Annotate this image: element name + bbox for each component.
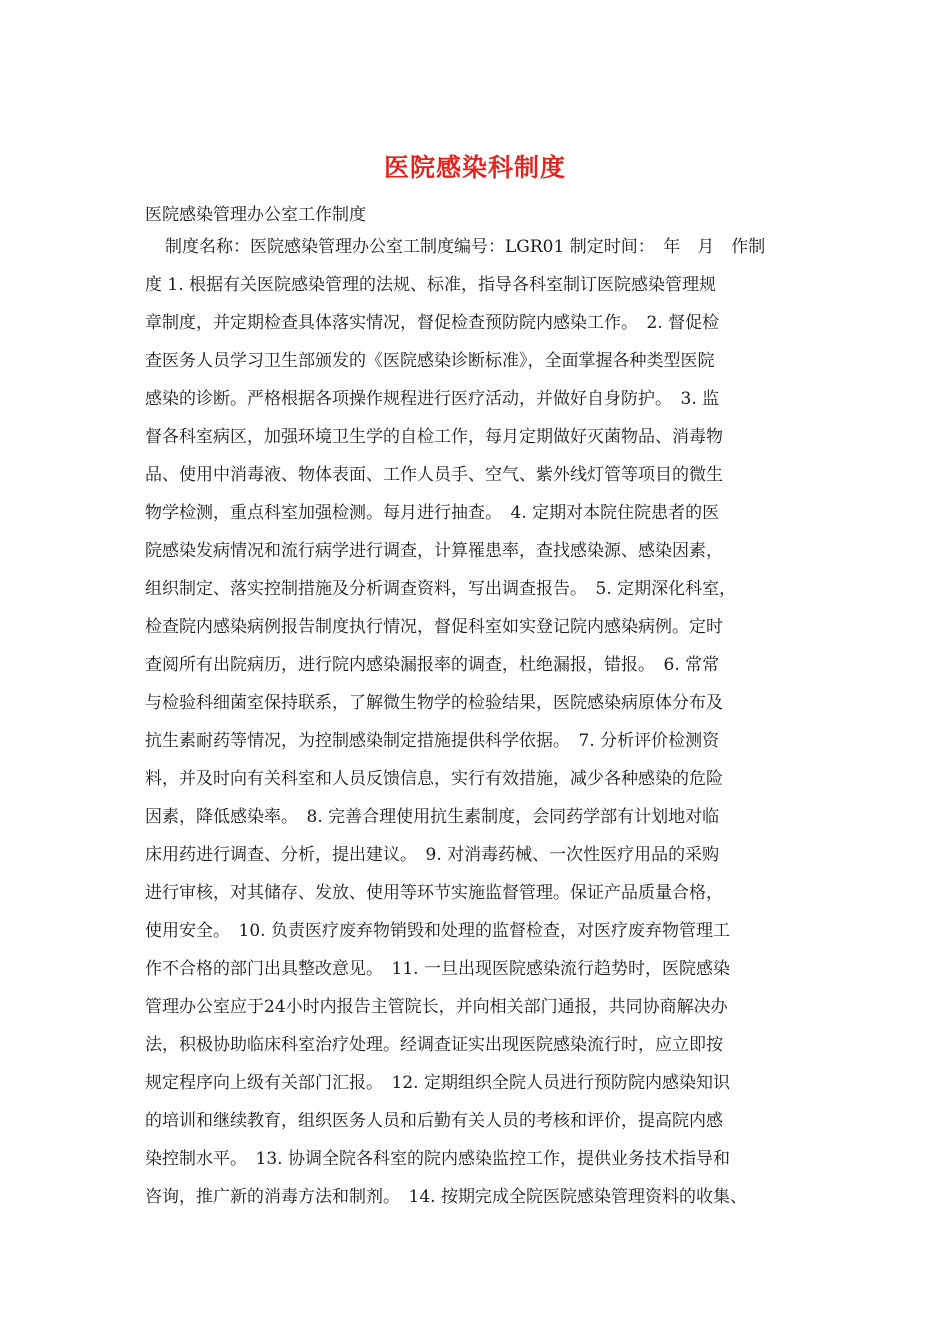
body-line: 组织制定、落实控制措施及分析调查资料，写出调查报告。 5. 定期深化科室，: [145, 579, 737, 599]
body-line: 使用安全。 10. 负责医疗废弃物销毁和处理的监督检查，对医疗废弃物管理工: [145, 921, 730, 941]
body-line: 章制度，并定期检查具体落实情况，督促检查预防院内感染工作。 2. 督促检: [145, 313, 720, 333]
body-line: 作不合格的部门出具整改意见。 11. 一旦出现医院感染流行趋势时，医院感染: [145, 959, 730, 979]
body-line: 规定程序向上级有关部门汇报。 12. 定期组织全院人员进行预防院内感染知识: [145, 1073, 730, 1093]
document-body: [145, 234, 825, 1222]
body-line: 与检验科细菌室保持联系，了解微生物学的检验结果，医院感染病原体分布及: [145, 693, 723, 713]
body-line: 料，并及时向有关科室和人员反馈信息，实行有效措施，减少各种感染的危险: [145, 769, 723, 789]
section-heading: 医院感染管理办公室工作制度: [145, 205, 366, 225]
body-line: 度 1. 根据有关医院感染管理的法规、标准，指导各科室制订医院感染管理规: [145, 275, 717, 295]
body-line: 咨询，推广新的消毒方法和制剂。 14. 按期完成全院医院感染管理资料的收集、: [145, 1187, 747, 1207]
body-line: 品、使用中消毒液、物体表面、工作人员手、空气、紫外线灯管等项目的微生: [145, 465, 723, 485]
body-line: 的培训和继续教育，组织医务人员和后勤有关人员的考核和评价，提高院内感: [145, 1111, 723, 1131]
body-line: 感染的诊断。严格根据各项操作规程进行医疗活动，并做好自身防护。 3. 监: [145, 389, 720, 409]
body-line: 因素，降低感染率。 8. 完善合理使用抗生素制度，会同药学部有计划地对临: [145, 807, 720, 827]
body-line: 抗生素耐药等情况，为控制感染制定措施提供科学依据。 7. 分析评价检测资: [145, 731, 720, 751]
body-line: 检查院内感染病例报告制度执行情况，督促科室如实登记院内感染病例。定时: [145, 617, 723, 637]
body-line: 查阅所有出院病历，进行院内感染漏报率的调查，杜绝漏报，错报。 6. 常常: [145, 655, 720, 675]
body-line: 床用药进行调查、分析，提出建议。 9. 对消毒药械、一次性医疗用品的采购: [145, 845, 720, 865]
body-line: 管理办公室应于24小时内报告主管院长，并向相关部门通报，共同协商解决办: [145, 997, 728, 1017]
body-line: 物学检测，重点科室加强检测。每月进行抽查。 4. 定期对本院住院患者的医: [145, 503, 720, 523]
body-line: 查医务人员学习卫生部颁发的《医院感染诊断标准》，全面掌握各种类型医院: [145, 351, 715, 371]
body-line: 院感染发病情况和流行病学进行调查，计算罹患率，查找感染源、感染因素，: [145, 541, 723, 561]
document-title: 医院感染科制度: [383, 153, 566, 182]
body-line: 染控制水平。 13. 协调全院各科室的院内感染监控工作，提供业务技术指导和: [145, 1149, 730, 1169]
body-line: 进行审核，对其储存、发放、使用等环节实施监督管理。保证产品质量合格，: [145, 883, 723, 903]
body-line: 督各科室病区，加强环境卫生学的自检工作，每月定期做好灭菌物品、消毒物: [145, 427, 723, 447]
body-line: 制度名称：医院感染管理办公室工制度编号：LGR01 制定时间： 年 月 作制: [165, 237, 766, 257]
body-line: 法，积极协助临床科室治疗处理。经调查证实出现医院感染流行时，应立即按: [145, 1035, 723, 1055]
